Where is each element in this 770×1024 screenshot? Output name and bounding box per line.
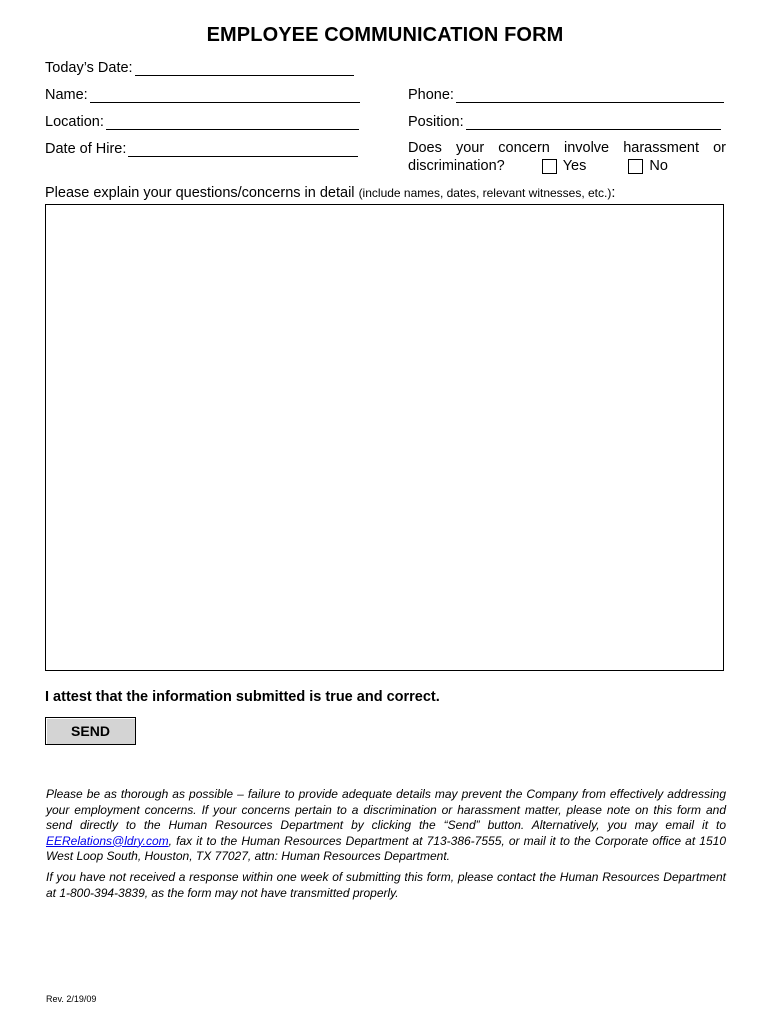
phone-field	[408, 87, 724, 103]
send-button[interactable]: SEND	[45, 717, 136, 745]
date-of-hire-label: Date of Hire:	[45, 141, 127, 157]
phone-label: Phone:	[408, 87, 454, 103]
location-field	[45, 114, 359, 130]
location-input[interactable]	[106, 114, 359, 130]
attestation-text: I attest that the information submitted is true and correct.	[45, 689, 440, 705]
harassment-question-text: Does your concern involve harassment or	[408, 140, 726, 156]
name-field	[45, 87, 360, 103]
no-label: No	[649, 158, 668, 174]
yes-checkbox[interactable]	[542, 159, 557, 174]
instructions-text-2: , fax it to the Human Resources Department at 713-386-7555, or mail it to the Corporate office at 1510 West Loop South, Houston, TX 77027, attn: Human Resources Department.	[46, 833, 726, 863]
explain-label-text: Please explain your questions/concerns in detail	[45, 185, 355, 201]
no-checkbox[interactable]	[628, 159, 643, 174]
explain-hint: (include names, dates, relevant witnesses, etc.)	[358, 186, 612, 200]
no-option[interactable]	[628, 157, 668, 175]
date-of-hire-input[interactable]	[128, 141, 358, 157]
followup-paragraph: If you have not received a response within one week of submitting this form, please contact the Human Resources Department at 1-800-394-3839, as the form may not have transmitted properly.	[46, 870, 726, 900]
revision-label: Rev. 2/19/09	[46, 994, 97, 1004]
harassment-question	[408, 139, 726, 175]
todays-date-field	[45, 60, 354, 76]
yes-option[interactable]	[542, 157, 587, 175]
position-field	[408, 114, 721, 130]
form-title: EMPLOYEE COMMUNICATION FORM	[206, 24, 564, 46]
details-textarea[interactable]	[45, 204, 724, 671]
phone-input[interactable]	[456, 87, 724, 103]
date-of-hire-field	[45, 141, 358, 157]
position-label: Position:	[408, 114, 464, 130]
location-label: Location:	[45, 114, 104, 130]
todays-date-label: Today’s Date:	[45, 60, 133, 76]
position-input[interactable]	[466, 114, 721, 130]
harassment-question-text-2: discrimination?	[408, 158, 505, 174]
email-link[interactable]: EERelations@ldry.com	[46, 833, 169, 848]
explain-label	[45, 185, 615, 201]
instructions-text-1: Please be as thorough as possible – failure to provide adequate details may prevent the Company from effectively addressing your employment concerns. If your concerns pertain to a discrimination or harassment matter, please note on this form and send directly to the Human Resources Department by clicking the “Send” button. Alternatively, you may email it to	[46, 787, 726, 832]
name-input[interactable]	[90, 87, 360, 103]
yes-label: Yes	[562, 158, 587, 174]
name-label: Name:	[45, 87, 88, 103]
instructions-paragraph	[46, 787, 726, 865]
explain-colon: :	[611, 185, 616, 201]
todays-date-input[interactable]	[135, 60, 354, 76]
